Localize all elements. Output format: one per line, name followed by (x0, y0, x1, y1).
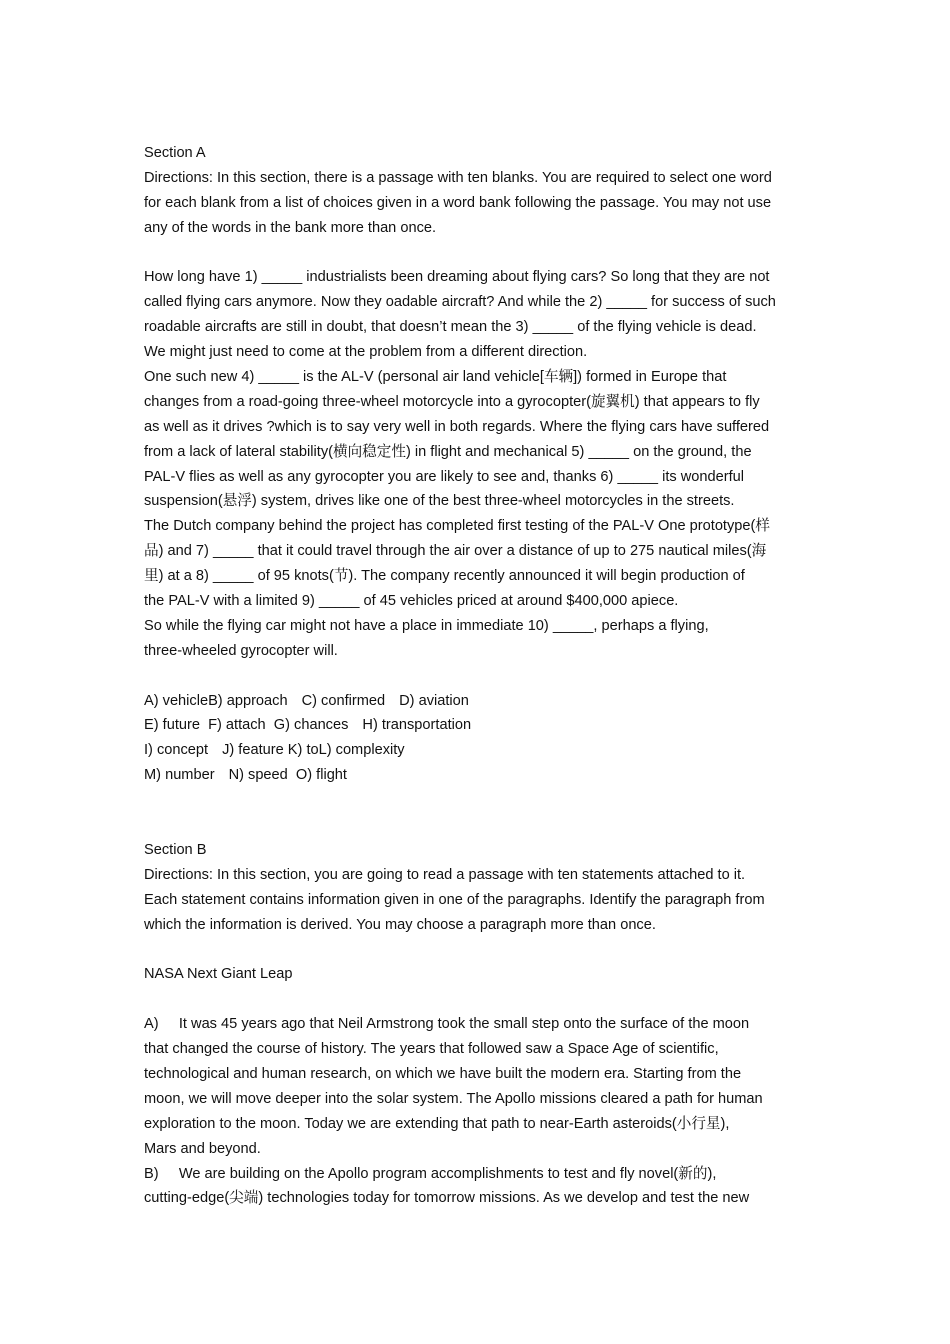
passage-line: three-wheeled gyrocopter will. (144, 642, 338, 659)
word-bank-row (144, 689, 806, 714)
article-paragraph-line: that changed the course of history. The years that followed saw a Space Age of scientific, (144, 1041, 719, 1058)
passage-line: We might just need to come at the problem from a different direction. (144, 344, 588, 361)
word-bank-option: E) future F) attach G) chances (144, 717, 349, 734)
word-bank-option: H) transportation (362, 717, 472, 734)
passage-line: from a lack of lateral stability(横向稳定性) in flight and mechanical 5) _____ on the ground, the (144, 443, 752, 460)
passage-line: How long have 1) _____ industrialists been dreaming about flying cars? So long that they are not (144, 269, 770, 286)
document-page (144, 141, 806, 1211)
section-a-directions-line: Directions: In this section, there is a passage with ten blanks. You are required to select one word (144, 169, 772, 186)
article-paragraph-line: cutting-edge(尖端) technologies today for tomorrow missions. As we develop and test the new (144, 1190, 750, 1207)
passage-line: suspension(悬浮) system, drives like one of the best three-wheel motorcycles in the streets. (144, 493, 735, 510)
passage-line: changes from a road-going three-wheel motorcycle into a gyrocopter(旋翼机) that appears to fly (144, 393, 760, 410)
passage-line: roadable aircrafts are still in doubt, that doesn’t mean the 3) _____ of the flying vehicle is dead. (144, 319, 757, 336)
passage-line: So while the flying car might not have a place in immediate 10) _____, perhaps a flying, (144, 617, 709, 634)
section-a-title: Section A (144, 145, 206, 161)
article-paragraph-line: moon, we will move deeper into the solar system. The Apollo missions cleared a path for human (144, 1090, 763, 1107)
section-b-directions-line: Directions: In this section, you are going to read a passage with ten statements attached to it. (144, 866, 746, 883)
section-b-title: Section B (144, 841, 207, 858)
word-bank-row (144, 738, 806, 763)
section-a-directions-line: any of the words in the bank more than once. (144, 219, 437, 236)
section-a-directions-line: for each blank from a list of choices given in a word bank following the passage. You may not use (144, 194, 772, 211)
passage-line: 里) at a 8) _____ of 95 knots(节). The company recently announced it will begin production of (144, 568, 745, 585)
passage-line: called flying cars anymore. Now they oadable aircraft? And while the 2) _____ for success of such (144, 294, 776, 311)
passage-line: the PAL-V with a limited 9) _____ of 45 vehicles priced at around $400,000 apiece. (144, 593, 679, 610)
passage-line: 品) and 7) _____ that it could travel through the air over a distance of up to 275 nautical miles(海 (144, 543, 767, 560)
article-paragraph-line: A) It was 45 years ago that Neil Armstrong took the small step onto the surface of the moon (144, 1016, 750, 1033)
word-bank-option: D) aviation (399, 692, 469, 709)
section-b-directions-line: Each statement contains information given in one of the paragraphs. Identify the paragraph from (144, 891, 765, 908)
article-paragraph-line: Mars and beyond. (144, 1140, 261, 1157)
word-bank-option: J) feature K) toL) complexity (222, 742, 405, 759)
word-bank-option: M) number (144, 767, 215, 784)
word-bank-option: N) speed O) flight (228, 767, 347, 784)
article-title: NASA Next Giant Leap (144, 966, 293, 983)
word-bank-row (144, 763, 806, 788)
passage-line: as well as it drives ?which is to say very well in both regards. Where the flying cars have suffered (144, 418, 770, 435)
passage-line: One such new 4) _____ is the AL-V (personal air land vehicle[车辆]) formed in Europe that (144, 369, 727, 386)
word-bank-option: I) concept (144, 742, 209, 759)
article-paragraph-line: exploration to the moon. Today we are extending that path to near-Earth asteroids(小行星), (144, 1115, 730, 1132)
word-bank-option: A) vehicleB) approach (144, 692, 288, 709)
section-b-directions-line: which the information is derived. You may choose a paragraph more than once. (144, 916, 656, 933)
article-paragraph-line: B) We are building on the Apollo program accomplishments to test and fly novel(新的), (144, 1165, 717, 1182)
word-bank-row (144, 713, 806, 738)
article-paragraph-line: technological and human research, on which we have built the modern era. Starting from the (144, 1065, 742, 1082)
word-bank-option: C) confirmed (301, 692, 386, 709)
passage-line: The Dutch company behind the project has completed first testing of the PAL-V One prototype(样 (144, 518, 770, 535)
passage-line: PAL-V flies as well as any gyrocopter you are likely to see and, thanks 6) _____ its wonderful (144, 468, 745, 485)
